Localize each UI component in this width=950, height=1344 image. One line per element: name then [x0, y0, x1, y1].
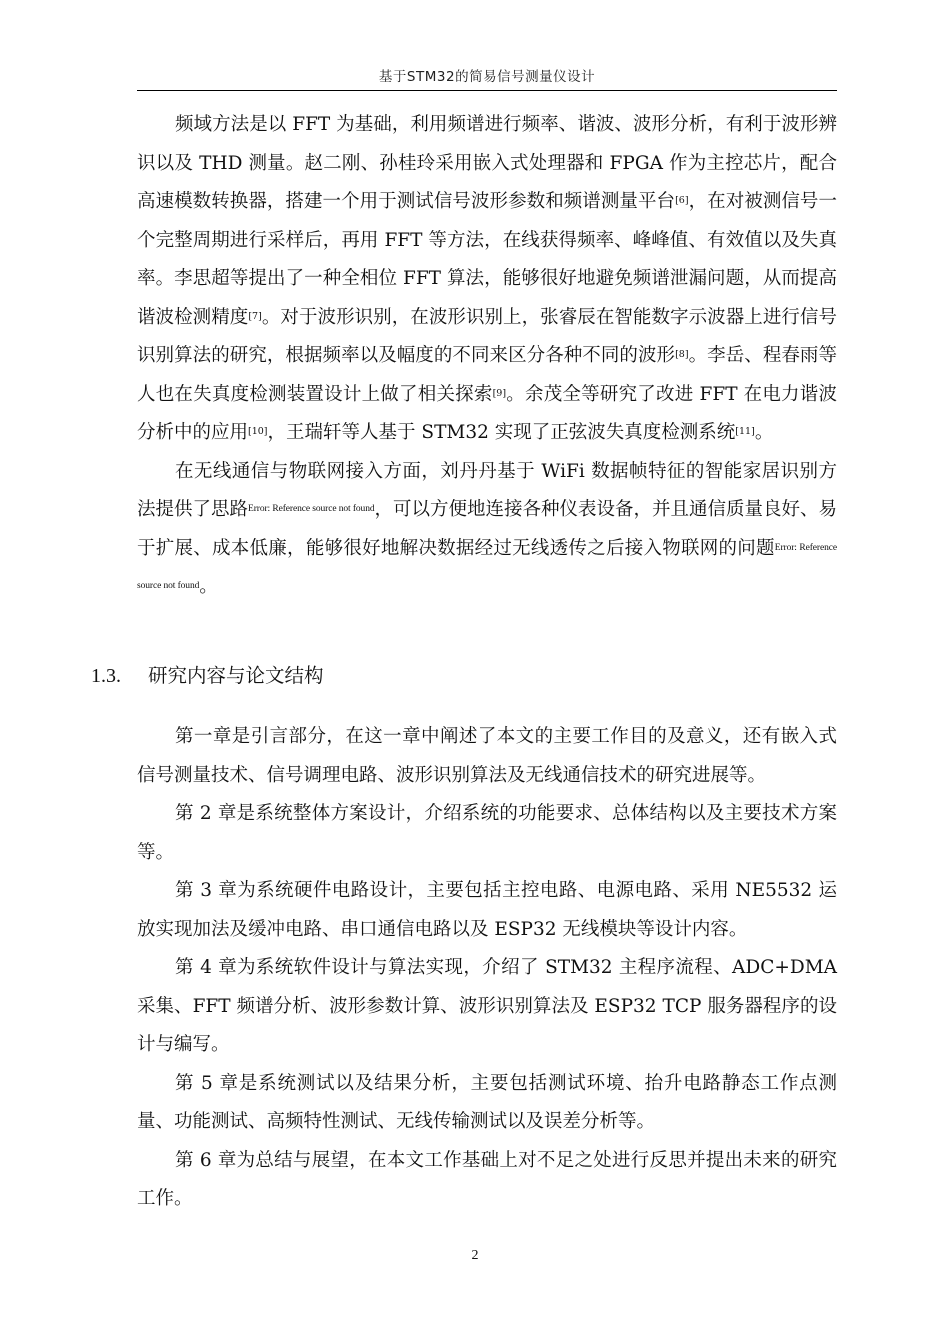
header-title: 基于STM32的简易信号测量仪设计 [378, 69, 596, 85]
paragraph-chapter-3: 第 3 章为系统硬件电路设计，主要包括主控电路、电源电路、采用 NE5532 运放实现加法及缓冲电路、串口通信电路以及 ESP32 无线模块等设计内容。 [137, 880, 837, 940]
text-run: 。李岳、程春雨等人也在失真度检测装置设计上做了相关探索 [137, 345, 837, 405]
page-header [137, 64, 837, 91]
section-heading [91, 660, 324, 688]
paragraph-chapter-5: 第 5 章是系统测试以及结果分析，主要包括测试环境、抬升电路静态工作点测量、功能测试、高频特性测试、无线传输测试以及误差分析等。 [137, 1072, 837, 1132]
paragraph-chapter-2: 第 2 章是系统整体方案设计，介绍系统的功能要求、总体结构以及主要技术方案等。 [137, 803, 837, 863]
text-run: 。对于波形识别，在波形识别上，张睿辰在智能数字示波器上进行信号识别算法的研究，根据频率以及幅度的不同来区分各种不同的波形 [137, 306, 837, 366]
broken-reference: Error: Reference source not found [137, 542, 837, 591]
text-run: 。 [199, 576, 218, 597]
text-run: 。 [754, 422, 774, 443]
citation-11: [11] [735, 426, 755, 437]
related-work-text [137, 106, 837, 607]
citation-7: [7] [248, 310, 262, 322]
text-run: 。余茂全等研究了改进 FFT 在电力谐波分析中的应用 [137, 383, 837, 443]
text-run: ，在对被测信号一个完整周期进行采样后，再用 FFT 等方法，在线获得频率、峰峰值、有效值以及失真率。李思超等提出了一种全相位 FFT 算法，能够很好地避免频谱泄漏问题，从而提高谐波检测精度 [137, 191, 837, 328]
text-run: 频域方法是以 FFT 为基础，利用频谱进行频率、谐波、波形分析，有利于波形辨识以及 THD 测量。赵二刚、孙桂玲采用嵌入式处理器和 FPGA 作为主控芯片，配合高速模数转换器，搭建一个用于测试信号波形参数和频谱测量平台 [137, 114, 837, 212]
section-number: 1.3. [91, 665, 121, 687]
broken-reference: Error: Reference source not found [248, 504, 375, 514]
text-run: ，王瑞轩等人基于 STM32 实现了正弦波失真度检测系统 [267, 422, 736, 443]
paragraph-chapter-6: 第 6 章为总结与展望，在本文工作基础上对不足之处进行反思并提出未来的研究工作。 [137, 1149, 837, 1209]
citation-8: [8] [675, 349, 689, 360]
page-number: 2 [471, 1248, 479, 1263]
section-title: 研究内容与论文结构 [148, 664, 324, 687]
paragraph-frequency-domain [137, 106, 837, 453]
paragraph-chapter-1: 第一章是引言部分，在这一章中阐述了本文的主要工作目的及意义，还有嵌入式信号测量技术、信号调理电路、波形识别算法及无线通信技术的研究进展等。 [137, 726, 837, 786]
paragraph-wireless-iot [137, 453, 837, 607]
citation-10: [10] [248, 426, 268, 437]
thesis-structure-text [137, 718, 837, 1219]
text-run: 在无线通信与物联网接入方面，刘丹丹基于 WiFi 数据帧特征的智能家居识别方法提供了思路 [137, 460, 837, 520]
text-run: ，可以方便地连接各种仪表设备，并且通信质量良好、易于扩展、成本低廉，能够很好地解决数据经过无线透传之后接入物联网的问题 [137, 499, 838, 559]
citation-6: [6] [675, 195, 689, 206]
paragraph-chapter-4: 第 4 章为系统软件设计与算法实现，介绍了 STM32 主程序流程、ADC+DMA 采集、FFT 频谱分析、波形参数计算、波形识别算法及 ESP32 TCP 服务器程序的设计与编写。 [137, 957, 837, 1055]
citation-9: [9] [492, 387, 507, 399]
